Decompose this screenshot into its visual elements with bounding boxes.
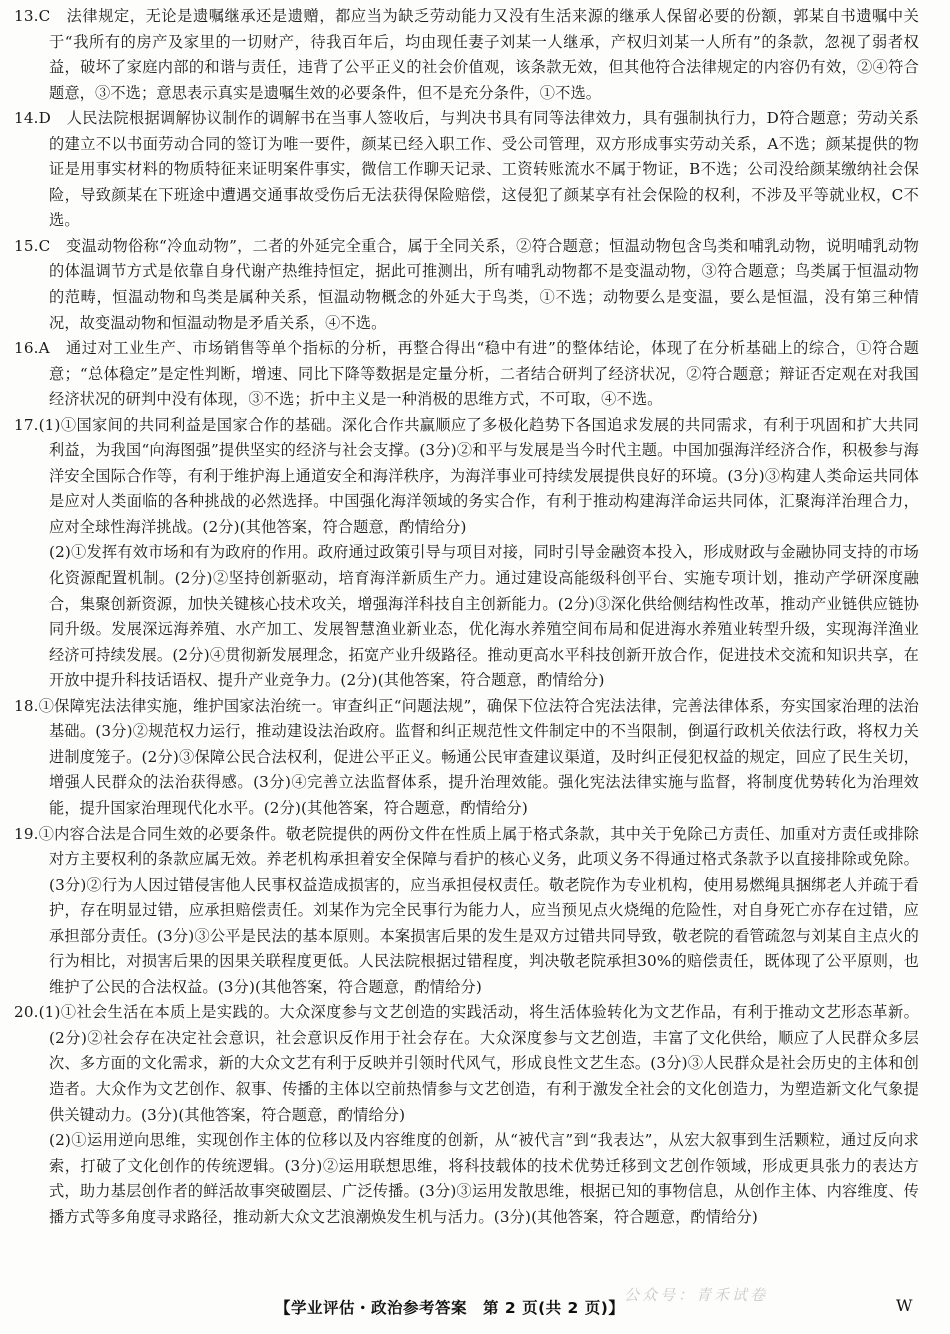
answer-17-part-2: (2)①发挥有效市场和有为政府的作用。政府通过政策引导与项目对接，同时引导金融资本投入，形成财政与金融协同支持的市场化资源配置机制。(2分)②坚持创新驱动，培育海洋新质生产力。通过建设高能级科创平台、实施专项计划，推动产学研深度融合，集聚创新资源，加快关键核心技术攻关，增强海洋科技自主创新能力。(2分)③深化供给侧结构性改革，推动产业链供应链协同升级。发展深远海养殖、水产加工、发展智慧渔业新业态，优化海水养殖空间布局和促进海水养殖业转型升级，实现海洋渔业经济可持续发展。(2分)④贯彻新发展理念，拓宽产业升级路径。推动更高水平科技创新开放合作，促进技术交流和知识共享，在开放中提升科技话语权、提升产业竞争力。(2分)(其他答案，符合题意，酌情给分): [49, 543, 919, 690]
footer-version-mark: W: [896, 1296, 913, 1315]
answer-19: 19.①内容合法是合同生效的必要条件。敬老院提供的两份文件在性质上属于格式条款，其中关于免除己方责任、加重对方责任或排除对方主要权利的条款应属无效。养老机构承担着安全保障与看护的核心义务，此项义务不得通过格式条款予以直接排除或免除。(3分)②行为人因过错侵害他人民事权益造成损害的，应当承担侵权责任。敬老院作为专业机构，使用易燃绳具捆绑老人并疏于看护，存在明显过错，应承担赔偿责任。刘某作为完全民事行为能力人，应当预见点火烧绳的危险性，对自身死亡亦存在过错，应承担部分责任。(3分)③公平是民法的基本原则。本案损害后果的发生是双方过错共同导致，敬老院的看管疏忽与刘某自主点火的行为相比，对损害后果的因果关联程度更低。人民法院根据过错程度，判决敬老院承担30%的赔偿责任，既体现了公平原则，也维护了公民的合法权益。(3分)(其他答案，符合题意，酌情给分): [14, 824, 919, 996]
answer-17-part-1: 17.(1)①国家间的共同利益是国家合作的基础。深化合作共赢顺应了多极化趋势下各国追求发展的共同需求，有利于巩固和扩大共同利益，为我国“向海图强”提供坚实的经济与社会支撑。(3分)②和平与发展是当今时代主题。中国加强海洋经济合作，积极参与海洋安全国际合作等，有利于维护海上通道安全和海洋秩序，为海洋事业可持续发展提供良好的环境。(3分)③构建人类命运共同体是应对人类面临的各种挑战的必然选择。中国强化海洋领域的务实合作，有利于推动构建海洋命运共同体，汇聚海洋治理合力，应对全球性海洋挑战。(2分)(其他答案，符合题意，酌情给分): [14, 415, 919, 536]
answer-16: 16.A 通过对工业生产、市场销售等单个指标的分析，再整合得出“稳中有进”的整体结论，体现了在分析基础上的综合，①符合题意；“总体稳定”是定性判断，增速、同比下降等数据是定量分析，二者结合研判了经济状况，②符合题意；辩证否定观在对我国经济状况的研判中没有体现，③不选；折中主义是一种消极的思维方式，不可取，④不选。: [14, 339, 919, 409]
answer-13: 13.C 法律规定，无论是遗嘱继承还是遗赠，都应当为缺乏劳动能力又没有生活来源的继承人保留必要的份额，郭某自书遗嘱中关于“我所有的房产及家里的一切财产，待我百年后，均由现任妻子刘某一人继承，产权归刘某一人所有”的条款，忽视了弱者权益，破坏了家庭内部的和谐与责任，违背了公平正义的社会价值观，该条款无效，但其他符合法律规定的内容仍有效，②④符合题意，③不选；意思表示真实是遗嘱生效的必要条件，但不是充分条件，①不选。: [14, 7, 919, 102]
watermark-text: 公众号：青禾试卷: [624, 1286, 769, 1304]
answer-15: 15.C 变温动物俗称“冷血动物”，二者的外延完全重合，属于全同关系，②符合题意；恒温动物包含鸟类和哺乳动物，说明哺乳动物的体温调节方式是依靠自身代谢产热维持恒定，据此可推测出，所有哺乳动物都不是变温动物，③符合题意；鸟类属于恒温动物的范畴，恒温动物和鸟类是属种关系，恒温动物概念的外延大于鸟类，①不选；动物要么是变温，要么是恒温，没有第三种情况，故变温动物和恒温动物是矛盾关系，④不选。: [14, 236, 919, 332]
footer-page-info: 【学业评估・政治参考答案 第 2 页(共 2 页)】: [275, 1299, 625, 1317]
page-footer: [0, 1296, 950, 1320]
answer-list: [14, 4, 919, 1230]
answer-14: 14.D 人民法院根据调解协议制作的调解书在当事人签收后，与判决书具有同等法律效力，具有强制执行力，D符合题意；劳动关系的建立不以书面劳动合同的签订为唯一要件，颜某已经入职工作、受公司管理，双方形成事实劳动关系，A不选；颜某提供的物证是用事实材料的物质特征来证明案件事实，微信工作聊天记录、工资转账流水不属于物证，B不选；公司没给颜某缴纳社会保险，导致颜某在下班途中遭遇交通事故受伤后无法获得保险赔偿，这侵犯了颜某享有社会保险的权利，不涉及平等就业权，C不选。: [14, 109, 919, 230]
answer-20-part-1: 20.(1)①社会生活在本质上是实践的。大众深度参与文艺创造的实践活动，将生活体验转化为文艺作品，有利于推动文艺形态革新。(2分)②社会存在决定社会意识，社会意识反作用于社会存在。大众深度参与文艺创造，丰富了文化供给，顺应了人民群众多层次、多方面的文化需求，新的大众文艺有利于反映并引领时代风气，形成良性文艺生态。(3分)③人民群众是社会历史的主体和创造者。大众作为文艺创作、叙事、传播的主体以空前热情参与文艺创造，有利于激发全社会的文化创造力，为塑造新文化气象提供关键动力。(3分)(其他答案，符合题意，酌情给分): [14, 1003, 919, 1124]
answer-20-part-2: (2)①运用逆向思维，实现创作主体的位移以及内容维度的创新，从“被代言”到“我表达”，从宏大叙事到生活颗粒，通过反向求索，打破了文化创作的传统逻辑。(3分)②运用联想思维，将科技载体的技术优势迁移到文艺创作领域，形成更具张力的表达方式，助力基层创作者的鲜活故事突破圈层、广泛传播。(3分)③运用发散思维，根据已知的事物信息，从创作主体、内容维度、传播方式等多角度寻求路径，推动新大众文艺浪潮焕发生机与活力。(3分)(其他答案，符合题意，酌情给分): [49, 1131, 919, 1226]
answer-18: 18.①保障宪法法律实施，维护国家法治统一。审查纠正“问题法规”，确保下位法符合宪法法律，完善法律体系，夯实国家治理的法治基础。(3分)②规范权力运行，推动建设法治政府。监督和纠正规范性文件制定中的不当限制，倒逼行政机关依法行政，将权力关进制度笼子。(2分)③保障公民合法权利，促进公平正义。畅通公民审查建议渠道，及时纠正侵犯权益的规定，回应了民生关切，增强人民群众的法治获得感。(3分)④完善立法监督体系，提升治理效能。强化宪法法律实施与监督，将制度优势转化为治理效能，提升国家治理现代化水平。(2分)(其他答案，符合题意，酌情给分): [14, 696, 919, 817]
